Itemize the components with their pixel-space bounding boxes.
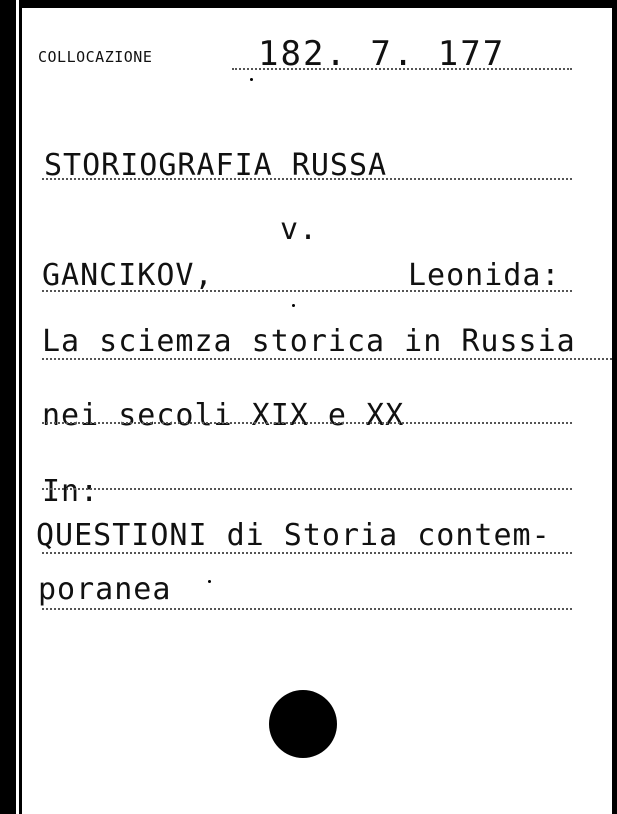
card-left-edge <box>0 0 22 814</box>
in-label: In: <box>42 474 100 509</box>
see-reference: v. <box>280 212 319 247</box>
title-line-2: nei secoli XIX e XX <box>42 398 405 433</box>
source-line-1-rule <box>42 552 572 554</box>
in-line <box>42 488 572 490</box>
call-number: 182. 7. 177 <box>258 34 506 74</box>
author-surname: GANCIKOV, <box>42 258 214 293</box>
punch-hole <box>269 690 337 758</box>
title-line-2-rule <box>42 422 572 424</box>
speck <box>250 78 253 81</box>
card-right-edge <box>612 0 617 814</box>
source-line-2-rule <box>42 608 572 610</box>
subject-line <box>42 178 572 180</box>
source-line-2: poranea <box>38 572 172 607</box>
subject-heading: STORIOGRAFIA RUSSA <box>44 148 388 183</box>
title-line-1: La sciemza storica in Russia <box>42 324 576 359</box>
card-top-edge <box>0 0 617 8</box>
catalog-card <box>22 8 612 814</box>
speck <box>292 304 295 307</box>
collocazione-label: COLLOCAZIONE <box>38 48 153 66</box>
speck <box>208 580 211 583</box>
title-line-1-rule <box>42 358 612 360</box>
source-line-1: QUESTIONI di Storia contem- <box>36 518 551 553</box>
author-given-name: Leonida: <box>408 258 561 293</box>
author-line <box>42 290 572 292</box>
